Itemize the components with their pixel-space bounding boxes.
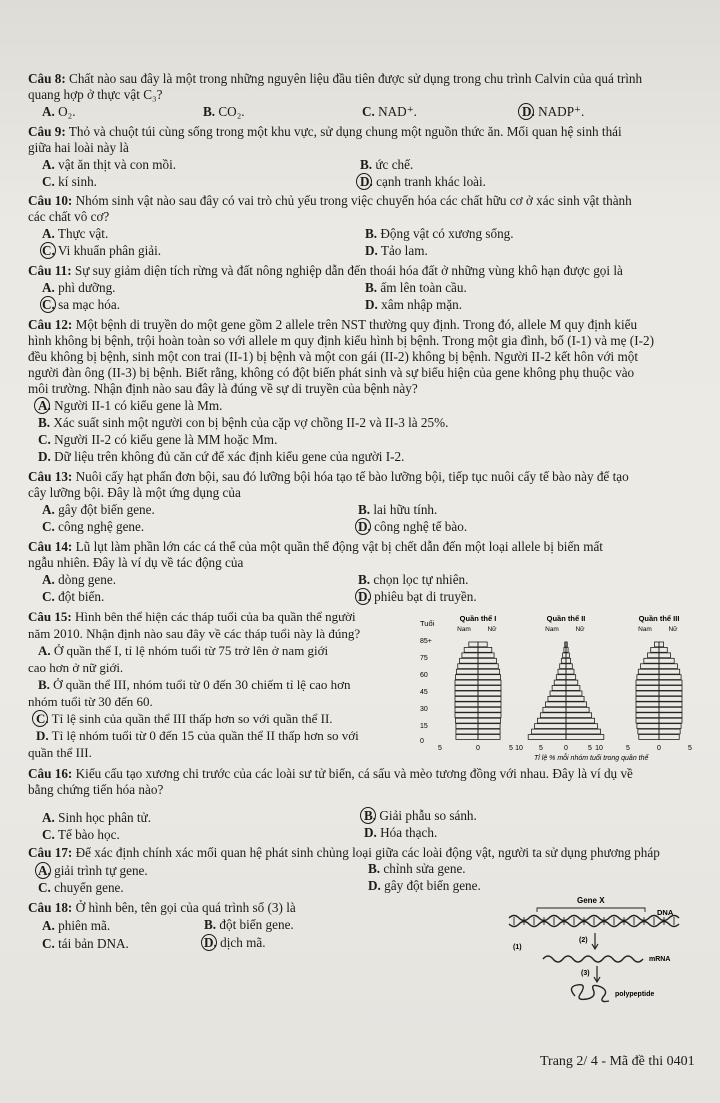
answer-mark-q9 (356, 173, 372, 190)
pyramid-bar (654, 642, 659, 647)
q15-option-c: C. Tỉ lệ sinh của quần thể III thấp hơn so với quần thể II. (36, 711, 333, 726)
pyramid-bar (478, 658, 496, 663)
arrow-3-icon (594, 966, 600, 982)
pyramid-bar (458, 664, 478, 669)
pyramid-bar (659, 696, 682, 701)
pyramid-bar (455, 713, 478, 718)
q17-line-1: Câu 17: Để xác định chính xác mối quan hệ phát sinh chủng loại giữa các loài động vật, người ta sử dụng phương pháp (28, 845, 660, 860)
mrna-strand (543, 956, 643, 962)
pyramid-bar (552, 686, 566, 691)
pyramid-bar (478, 713, 501, 718)
pyramid-bar (566, 707, 589, 712)
pyramid-bar (478, 680, 501, 685)
pyramid-bar (636, 702, 659, 707)
pyramid-bar (478, 729, 500, 734)
pyramid-bar (659, 713, 682, 718)
q9-option-d: D. cạnh tranh khác loài. (360, 174, 486, 189)
age-axis-title: Tuổi (420, 619, 435, 628)
pyramid-bar (558, 669, 566, 674)
pyramid-caption: Tỉ lệ % mỗi nhóm tuổi trong quần thể (534, 755, 649, 762)
q12-option-b: B. Xác suất sinh một người con bị bệnh của cặp vợ chồng II-2 và II-3 là 25%. (38, 415, 449, 430)
pyramid-bar (636, 696, 659, 701)
pyramid-bar (659, 691, 682, 696)
age-pyramid-figure (414, 612, 712, 762)
answer-mark-q14 (355, 588, 371, 605)
q16-option-a: A. Sinh học phân tử. (42, 810, 151, 825)
pyramid-bar (478, 707, 501, 712)
answer-mark-q11 (40, 296, 56, 313)
q9-option-a: A. vật ăn thịt và con mồi. (42, 157, 177, 172)
q12-line-4: người đàn ông (II-3) bị bệnh. Biết rằng, không có đột biến phát sinh và sự biểu hiện của gene không phụ thuộc vào (28, 365, 635, 380)
q15-option-d: D. Tỉ lệ nhóm tuổi từ 0 đến 15 của quần thể II thấp hơn so với (36, 728, 359, 743)
pyramid-bar (659, 642, 664, 647)
pyramid-bar (455, 675, 478, 680)
pyramid-bar (455, 691, 478, 696)
pyramid-bar (455, 686, 478, 691)
pyramid-bar (478, 647, 492, 652)
pyramid-bar (659, 724, 681, 729)
q18-option-b: B. đột biến gene. (204, 917, 294, 932)
q15-option-a-cont: cao hơn ở nữ giới. (28, 660, 124, 675)
pyramid-bar (528, 735, 566, 740)
pyramid-bar (644, 658, 659, 663)
pyramid-bar (638, 729, 659, 734)
age-tick: 60 (420, 672, 428, 679)
pyramid-bar (563, 653, 566, 658)
pyramid-bar (456, 729, 478, 734)
q10-option-d: D. Tảo lam. (365, 243, 428, 258)
q11-option-c: C. sa mạc hóa. (42, 297, 121, 312)
q10-line-2: các chất vô cơ? (28, 209, 110, 224)
q17-option-a: A. giải trình tự gene. (38, 863, 148, 878)
pyramid-bar (637, 724, 659, 729)
q18-line-1: Câu 18: Ở hình bên, tên gọi của quá trình số (3) là (28, 900, 296, 915)
pyramid-bar (638, 669, 659, 674)
pyramid-bar (456, 724, 478, 729)
q13-option-b: B. lai hữu tính. (358, 502, 438, 517)
x-tick: 0 (476, 745, 480, 752)
q9-option-b: B. ức chế. (360, 157, 414, 172)
pyramid-bar (550, 691, 566, 696)
q14-option-a: A. dòng gene. (42, 572, 116, 587)
pyramid-bar (659, 680, 682, 685)
q12-option-a: A. Người II-1 có kiểu gene là Mm. (38, 398, 223, 413)
q9-line-1: Câu 9: Thỏ và chuột túi cùng sống trong một khu vực, sử dụng chung một nguồn thức ăn. Mối quan hệ sinh thái (28, 124, 622, 139)
q13-line-1: Câu 13: Nuôi cấy hạt phấn đơn bội, sau đó lưỡng bội hóa tạo tế bào lưỡng bội, tiếp tục nuôi cấy tế bào này để tạo (28, 469, 629, 484)
pyramid-male-label: Nam (638, 626, 652, 633)
x-tick: 10 (515, 745, 523, 752)
polypeptide-chain (571, 985, 609, 1002)
pyramid-bar (455, 680, 478, 685)
pyramid-bar (556, 675, 566, 680)
pyramid-bar (566, 702, 587, 707)
pyramid-bar (540, 713, 566, 718)
pyramid-bar (637, 675, 659, 680)
pyramid-bar (566, 658, 571, 663)
q16-line-2: bằng chứng tiến hóa nào? (28, 782, 164, 797)
arrow-2-icon (592, 933, 598, 949)
q14-line-2: ngẫu nhiên. Đây là ví dụ về tác động của (28, 555, 244, 570)
q18-option-d: D. dịch mã. (204, 935, 266, 950)
pyramid-bar (566, 675, 576, 680)
pyramid-bar (460, 658, 478, 663)
q14-line-1: Câu 14: Lũ lụt làm phần lớn các cá thể của một quần thể động vật bị chết dẫn đến một loại allele bị biến mất (28, 539, 603, 554)
step-3-label: (3) (581, 970, 590, 977)
pyramid-bar (535, 724, 567, 729)
pyramid-bar (455, 718, 478, 723)
q15-option-a: A. Ở quần thể I, tỉ lệ nhóm tuổi từ 75 trở lên ở nam giới (38, 643, 329, 658)
pyramid-female-label: Nữ (487, 626, 497, 633)
pyramid-bar (636, 680, 659, 685)
answer-mark-q12 (34, 397, 50, 414)
gene-bracket (537, 908, 645, 912)
q11-option-a: A. phì dưỡng. (42, 280, 116, 295)
pyramid-bar (478, 691, 501, 696)
q8-option-c: C. NAD⁺. (362, 104, 417, 119)
step-1-label: (1) (513, 944, 522, 951)
pyramid-bar (659, 647, 667, 652)
q16-line-1: Câu 16: Kiểu cấu tạo xương chi trước của các loài sư tử biển, cá sấu và mèo tương đồng với nhau. Đây là ví dụ về (28, 766, 633, 781)
polypeptide-label: polypeptide (615, 991, 655, 998)
gene-label: Gene X (577, 896, 605, 905)
q9-option-c: C. kí sinh. (42, 174, 97, 189)
q8-option-d: D. NADP⁺. (522, 104, 585, 119)
pyramid-bar (469, 642, 478, 647)
pyramid-bar (464, 647, 478, 652)
q16-option-b: B. Giải phẫu so sánh. (364, 808, 477, 823)
pyramid-bar (659, 669, 680, 674)
answer-mark-q17 (35, 862, 51, 879)
pyramid-bar (456, 669, 478, 674)
answer-mark-q8 (518, 103, 534, 120)
pyramid-bar (478, 642, 487, 647)
x-tick: 5 (509, 745, 513, 752)
pyramid-male-label: Nam (457, 626, 471, 633)
x-tick: 10 (595, 745, 603, 752)
age-tick: 0 (420, 738, 424, 745)
q17-option-c: C. chuyển gene. (38, 880, 124, 895)
q12-line-1: Câu 12: Một bệnh di truyền do một gene gồm 2 allele trên NST thường quy định. Trong đó, allele M quy định kiểu (28, 317, 638, 332)
pyramid-female-label: Nữ (575, 626, 585, 633)
age-tick: 30 (420, 706, 428, 713)
q8-line-2: quang hợp ở thực vật C₃? (28, 87, 163, 102)
q9-line-2: giữa hai loài này là (28, 140, 129, 155)
pyramid-bar (478, 669, 500, 674)
x-tick: 5 (626, 745, 630, 752)
pyramid-bar (566, 724, 598, 729)
pyramid-bar (478, 675, 501, 680)
x-tick: 5 (438, 745, 442, 752)
q10-option-c: C. Vi khuẩn phân giải. (42, 243, 162, 258)
q18-option-a: A. phiên mã. (42, 918, 111, 933)
pyramid-bar (659, 707, 682, 712)
answer-mark-q18 (201, 934, 217, 951)
x-tick: 5 (588, 745, 592, 752)
pyramid-bar (455, 702, 478, 707)
q16-option-d: D. Hóa thạch. (364, 825, 438, 840)
q14-option-d: D. phiêu bạt di truyền. (358, 589, 477, 604)
pyramid-bar (566, 691, 582, 696)
pyramid-bar (641, 664, 659, 669)
answer-mark-q16 (360, 807, 376, 824)
pyramid-bar (636, 713, 659, 718)
pyramid-title-2: Quần thể II (546, 614, 586, 623)
pyramid-bar (659, 735, 679, 740)
pyramid-bar (478, 718, 501, 723)
age-tick: 15 (420, 723, 428, 730)
pyramid-bar (566, 718, 595, 723)
pyramid-bar (659, 702, 682, 707)
pyramid-bar (648, 653, 660, 658)
pyramid-bar (478, 735, 500, 740)
pyramid-bar (659, 675, 681, 680)
q11-option-d: D. xâm nhập mặn. (365, 297, 463, 312)
q13-option-d: D. công nghệ tế bào. (358, 519, 468, 534)
pyramid-bar (543, 707, 566, 712)
q14-option-c: C. đột biến. (42, 589, 105, 604)
q12-option-c: C. Người II-2 có kiểu gene là MM hoặc Mm. (38, 432, 278, 447)
pyramid-bar (566, 664, 572, 669)
q12-line-5: môi trường. Nhận định nào sau đây là đúng về sự di truyền của bệnh này? (28, 381, 418, 396)
pyramid-bar (532, 729, 566, 734)
q12-option-d: D. Dữ liệu trên không đủ căn cứ để xác định kiểu gene của người I-2. (38, 449, 405, 464)
pyramid-bar (651, 647, 659, 652)
dna-label: DNA (657, 908, 674, 917)
dna-double-helix (509, 916, 679, 927)
pyramid-bar (659, 658, 674, 663)
q10-option-a: A. Thực vật. (42, 226, 109, 241)
pyramid-title-3: Quần thể III (638, 614, 680, 623)
pyramid-bar (659, 686, 682, 691)
q13-option-a: A. gây đột biến gene. (42, 502, 155, 517)
q15-line-1: Câu 15: Hình bên thể hiện các tháp tuổi của ba quần thể người (28, 609, 356, 624)
q11-line-1: Câu 11: Sự suy giảm diện tích rừng và đất nông nghiệp dẫn đến thoái hóa đất ở những vùng khô hạn được gọi là (28, 263, 623, 278)
pyramid-bar (478, 686, 501, 691)
pyramid-bar (548, 696, 566, 701)
q10-line-1: Câu 10: Nhóm sinh vật nào sau đây có vai trò chủ yếu trong việc chuyển hóa các chất hữu cơ ở xác sinh vật thành (28, 193, 632, 208)
pyramid-bar (659, 718, 682, 723)
pyramid-female-label: Nữ (668, 626, 678, 633)
pyramid-bar (545, 702, 566, 707)
q8-line-1: Câu 8: Chất nào sau đây là một trong những nguyên liệu đầu tiên được sử dụng trong chu trình Calvin của quá trình (28, 71, 643, 86)
pyramid-bar (566, 686, 580, 691)
pyramid-male-label: Nam (545, 626, 559, 633)
q10-option-b: B. Động vật có xương sống. (365, 226, 514, 241)
pyramid-bar (478, 664, 498, 669)
q17-option-d: D. gây đột biến gene. (368, 878, 481, 893)
pyramid-bar (566, 729, 600, 734)
x-tick: 0 (657, 745, 661, 752)
pyramid-bar (566, 653, 569, 658)
pyramid-bar (537, 718, 566, 723)
q13-option-c: C. công nghệ gene. (42, 519, 145, 534)
q12-line-3: đều không bị bệnh, sinh một con trai (II-1) bị bệnh và một con gái (II-2) không bị bệnh. Người II-2 kết hôn với một (28, 349, 639, 364)
q17-option-b: B. chỉnh sửa gene. (368, 861, 466, 876)
answer-mark-q10 (40, 242, 56, 259)
pyramid-bar (478, 702, 501, 707)
q15-option-b: B. Ở quần thể III, nhóm tuổi từ 0 đến 30 chiếm tỉ lệ cao hơn (38, 677, 351, 692)
pyramid-bar (554, 680, 566, 685)
pyramid-bar (566, 669, 574, 674)
q16-option-c: C. Tế bào học. (42, 827, 120, 842)
q14-option-b: B. chọn lọc tự nhiên. (358, 572, 469, 587)
q11-option-b: B. ấm lên toàn cầu. (365, 280, 467, 295)
pyramid-bar (478, 724, 500, 729)
pyramid-bar (566, 680, 578, 685)
pyramid-bar (636, 691, 659, 696)
pyramid-bar (566, 696, 584, 701)
pyramid-bar (561, 658, 566, 663)
pyramid-bar (455, 696, 478, 701)
q13-line-2: cây lưỡng bội. Đây là một ứng dụng của (28, 485, 241, 500)
step-2-label: (2) (579, 937, 588, 944)
pyramid-bar (566, 735, 604, 740)
x-tick: 5 (539, 745, 543, 752)
gene-expression-figure (505, 893, 695, 1008)
pyramid-bar (636, 707, 659, 712)
pyramid-bar (636, 686, 659, 691)
q12-line-2: hình không bị bệnh, trội hoàn toàn so với allele m quy định kiểu hình bị bệnh. Trong một gia đình, bố (I-1) và mẹ (I-2) (28, 333, 654, 348)
q15-line-2: năm 2010. Nhận định nào sau đây về các tháp tuổi này là đúng? (28, 626, 361, 641)
pyramid-bar (566, 713, 592, 718)
q15-option-b-cont: nhóm tuổi từ 30 đến 60. (28, 694, 153, 709)
pyramid-bar (659, 653, 671, 658)
x-tick: 5 (688, 745, 692, 752)
age-tick: 45 (420, 689, 428, 696)
x-tick: 0 (564, 745, 568, 752)
q8-option-a: A. O₂. (42, 104, 76, 119)
pyramid-bar (462, 653, 478, 658)
pyramid-bar (478, 696, 501, 701)
pyramid-bar (478, 653, 494, 658)
age-tick: 85+ (420, 638, 432, 645)
mrna-label: mRNA (649, 956, 671, 963)
answer-mark-q13 (355, 518, 371, 535)
age-tick: 75 (420, 655, 428, 662)
pyramid-bar (456, 735, 478, 740)
answer-mark-q15 (32, 710, 48, 727)
page-footer: Trang 2/ 4 - Mã đề thi 0401 (540, 1054, 695, 1069)
pyramid-bar (560, 664, 566, 669)
q8-option-b: B. CO₂. (203, 104, 245, 119)
pyramid-bar (659, 664, 677, 669)
pyramid-bar (659, 729, 680, 734)
pyramid-bar (455, 707, 478, 712)
q15-option-d-cont: quần thể III. (28, 745, 92, 760)
pyramid-title-1: Quần thể I (459, 614, 497, 623)
pyramid-bar (636, 718, 659, 723)
q18-option-c: C. tái bản DNA. (42, 936, 129, 951)
pyramid-bar (639, 735, 659, 740)
